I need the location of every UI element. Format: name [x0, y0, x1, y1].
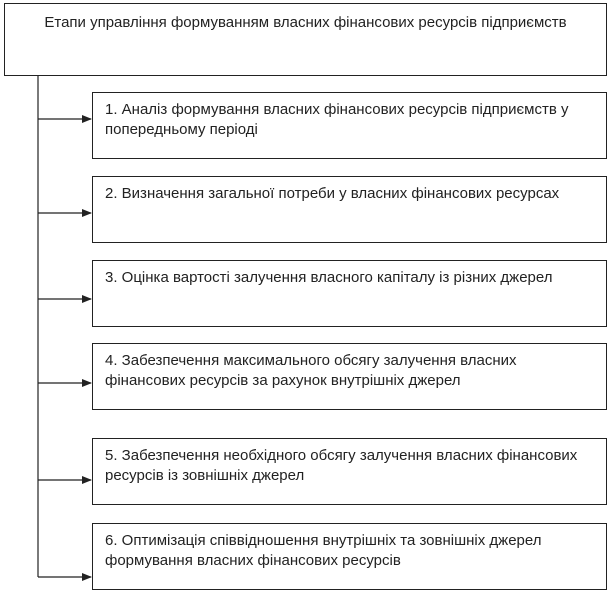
step-2-text: 2. Визначення загальної потреби у власних фінансових ресурсах: [105, 185, 560, 202]
step-4-text: 4. Забезпечення максимального обсягу залучення власних фінансових ресурсів за рахунок внутрішніх джерел: [105, 352, 517, 389]
step-5-text: 5. Забезпечення необхідного обсягу залучення власних фінансових ресурсів із зовнішніх джерел: [105, 447, 578, 484]
step-box-5: [92, 438, 607, 505]
step-box-6: [92, 523, 607, 590]
title-text: Етапи управління формуванням власних фінансових ресурсів підприємств: [44, 14, 567, 31]
step-box-3: [92, 260, 607, 327]
title-box: [4, 3, 607, 76]
step-box-2: [92, 176, 607, 243]
step-box-4: [92, 343, 607, 410]
step-3-text: 3. Оцінка вартості залучення власного капіталу із різних джерел: [105, 269, 553, 286]
step-6-text: 6. Оптимізація співвідношення внутрішніх та зовнішніх джерел формування власних фінансових ресурсів: [105, 532, 542, 569]
step-box-1: [92, 92, 607, 159]
step-1-text: 1. Аналіз формування власних фінансових ресурсів підприємств у попередньому періоді: [105, 101, 569, 138]
